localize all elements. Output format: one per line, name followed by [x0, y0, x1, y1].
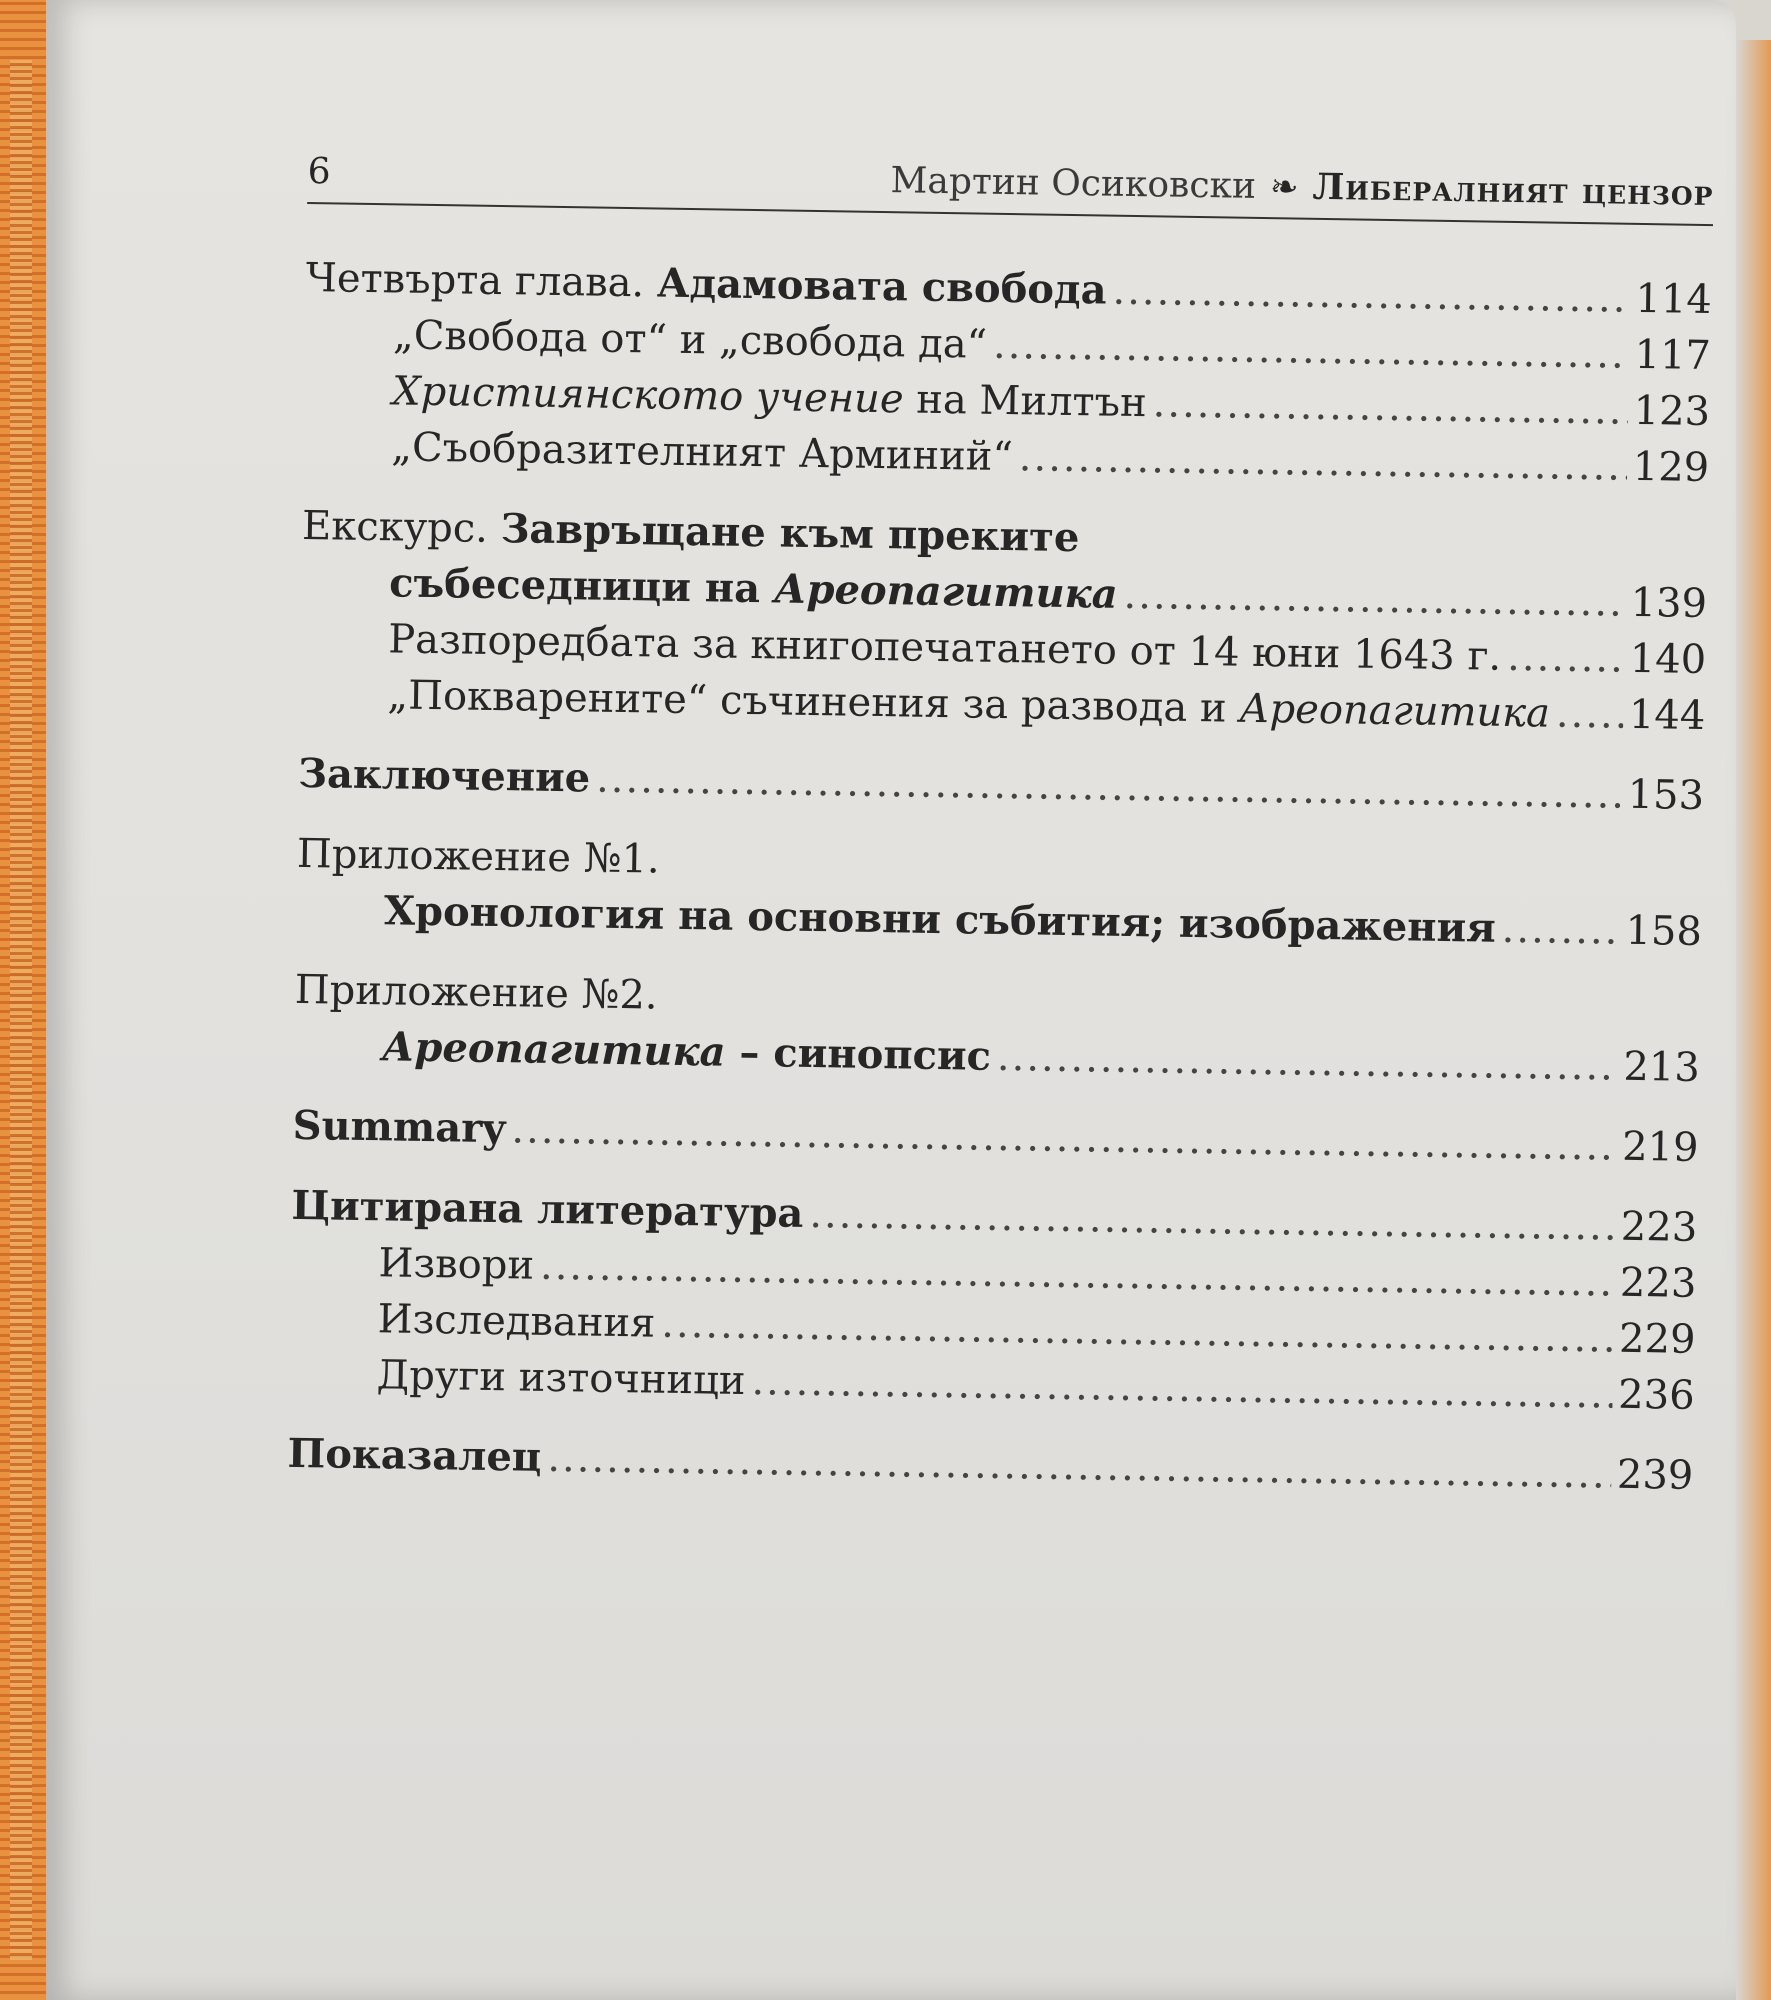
- toc-subentry-title: Други източници: [376, 1352, 746, 1405]
- header-book-title: Либералният цензор: [1312, 165, 1714, 215]
- toc-entry-title: Summary: [292, 1101, 506, 1153]
- toc-entry-italic: Ареопагитика: [773, 565, 1118, 618]
- toc-page-number: 223: [1619, 1259, 1697, 1307]
- toc-page-number: 229: [1618, 1315, 1696, 1363]
- toc-subentry-title: Извори: [378, 1240, 535, 1289]
- dot-leader: [1556, 686, 1624, 743]
- dot-leader: [511, 1101, 1617, 1174]
- toc-subentry-title: „Свобода от“ и „свобода да“: [392, 312, 988, 368]
- table-of-contents: [287, 250, 1712, 1504]
- toc-subentry-italic: Ареопагитика: [1238, 685, 1551, 737]
- page-number: 6: [307, 150, 331, 193]
- toc-entry-title: Показалец: [287, 1429, 542, 1481]
- dot-leader: [1152, 375, 1628, 438]
- toc-entry-title: – синопсис: [725, 1028, 992, 1080]
- toc-entry-appendix-2-label: Приложение №2.: [294, 966, 658, 1019]
- toc-page-number: 239: [1616, 1451, 1694, 1499]
- header-author: Мартин Осиковски: [890, 160, 1257, 207]
- dot-leader: [1112, 263, 1630, 327]
- toc-entry-summary: [292, 1098, 1699, 1176]
- dot-leader: [997, 1029, 1618, 1095]
- toc-entry-title: Завръщане към преките: [500, 505, 1080, 562]
- toc-page-number: 139: [1630, 579, 1708, 628]
- running-header: [307, 150, 1714, 226]
- toc-entry-italic: Ареопагитика: [381, 1023, 726, 1076]
- dot-leader: [1507, 629, 1624, 687]
- toc-entry-title: Хронология на основни събития; изображения: [383, 887, 1497, 952]
- toc-page-number: 236: [1617, 1371, 1695, 1419]
- toc-page-number: 114: [1635, 275, 1713, 324]
- toc-subentry-italic: Християнското учение: [391, 368, 904, 423]
- toc-page-number: 129: [1632, 443, 1710, 492]
- toc-entry-conclusion: [298, 746, 1705, 824]
- toc-subentry-title: „Съобразителният Арминий“: [390, 424, 1014, 481]
- toc-entry-appendix-1-label: Приложение №1.: [296, 830, 661, 883]
- dot-leader: [547, 1430, 1611, 1503]
- page-edge-right: [1737, 40, 1771, 2000]
- toc-subentry-title: Разпоредбата за книгопечатането от 14 юни 1643 г.: [387, 616, 1502, 680]
- toc-subentry-title: Изследвания: [377, 1296, 656, 1347]
- page-content: [287, 150, 1714, 1504]
- toc-page-number: 144: [1628, 691, 1706, 740]
- fleuron-icon: ❧: [1269, 167, 1299, 208]
- toc-entry-index: [287, 1426, 1694, 1504]
- toc-page-number: 213: [1623, 1043, 1701, 1091]
- toc-entry-prefix: Четвърта глава.: [305, 254, 645, 307]
- toc-page-number: 223: [1620, 1203, 1698, 1251]
- toc-subentry-title: „Покварените“ съчинения за развода и: [387, 672, 1240, 732]
- toc-page-number: 117: [1634, 331, 1712, 380]
- toc-page-number: 219: [1621, 1123, 1699, 1171]
- dot-leader: [596, 751, 1622, 823]
- dot-leader: [1018, 429, 1627, 495]
- spine-pattern: [10, 60, 32, 1960]
- dot-leader: [1501, 901, 1620, 959]
- toc-page-number: 153: [1627, 771, 1705, 820]
- toc-page-number: 123: [1633, 387, 1711, 436]
- toc-entry-title: Адамовата свобода: [656, 259, 1107, 314]
- book-page: [46, 0, 1736, 2000]
- toc-entry-prefix: Екскурс.: [301, 502, 489, 552]
- toc-entry-title: събеседници на: [388, 559, 775, 613]
- dot-leader: [993, 317, 1629, 383]
- toc-entry-title: Заключение: [297, 749, 591, 802]
- header-right: [890, 159, 1714, 214]
- book-spine-edge: [0, 0, 52, 2000]
- toc-page-number: 158: [1625, 907, 1703, 955]
- dot-leader: [1123, 567, 1625, 631]
- toc-entry-title: Цитирана литература: [291, 1181, 804, 1237]
- toc-page-number: 140: [1629, 635, 1707, 684]
- toc-subentry-title: на Милтън: [903, 376, 1148, 427]
